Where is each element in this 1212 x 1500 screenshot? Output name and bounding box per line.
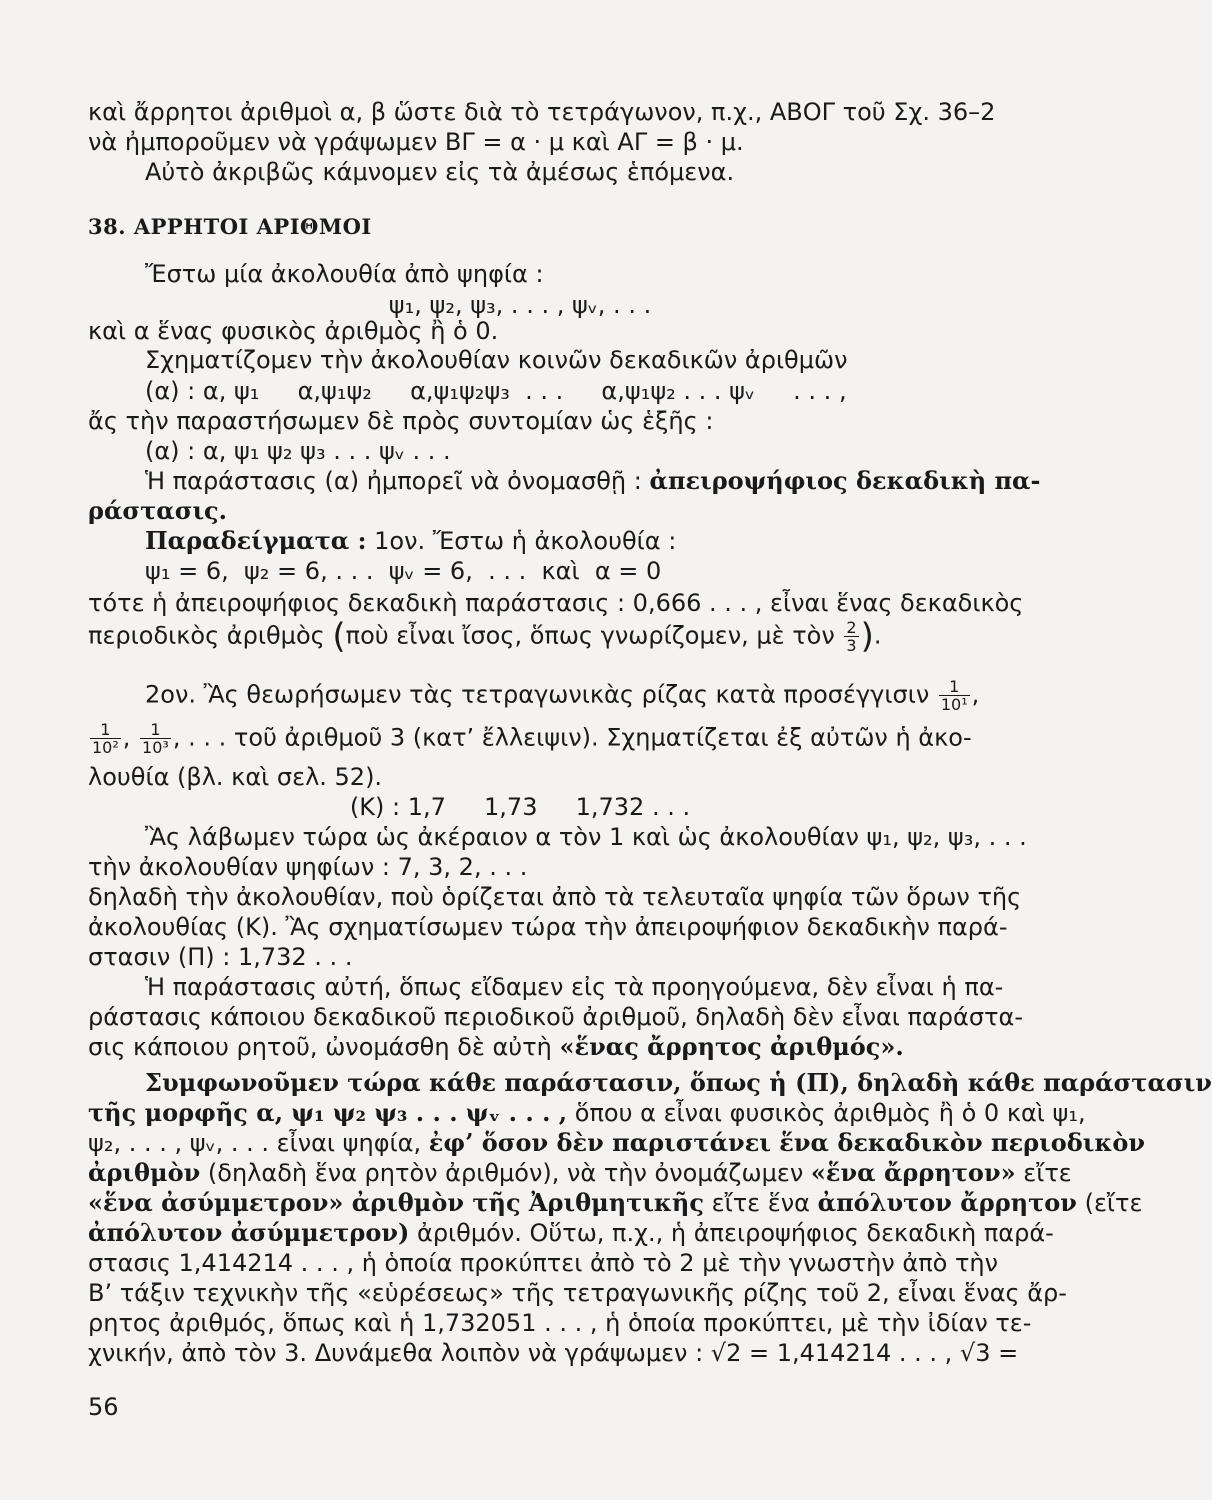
definition-line: Συμφωνοῦμεν τώρα κάθε παράστασιν, ὅπως ἡ (Π), δηλαδὴ κάθε παράστασιν [145, 1068, 1212, 1097]
text-line: 2ον. Ἂς θεωρήσωμεν τὰς τετραγωνικὰς ρίζας κατὰ προσέγγισιν $\frac{1}{\text{10¹}}$ , [145, 677, 980, 714]
text-line: τὴν ἀκολουθίαν ψηφίων : 7, 3, 2, . . . [88, 853, 528, 881]
text-line: χνικήν, ἀπὸ τὸν 3. Δυνάμεθα λοιπὸν νὰ γράψωμεν : √2 = 1,414214 . . . , √3 = [88, 1339, 1019, 1367]
term-bold: ἀριθμὸν [88, 1158, 201, 1187]
section-heading: 38. ΑΡΡΗΤΟΙ ΑΡΙΘΜΟΙ [88, 214, 372, 239]
paren-open: ( [332, 616, 346, 657]
text-span: (εἴτε [1084, 1189, 1143, 1217]
text-line: καὶ ἄρρητοι ἀριθμοὶ α, β ὥστε διὰ τὸ τετράγωνον, π.χ., ΑΒΟΓ τοῦ Σχ. 36–2 [88, 98, 996, 126]
text-span: (δηλαδὴ ἕνα ρητὸν ἀριθμόν), νὰ τὴν ὀνομάζωμεν [207, 1159, 804, 1187]
text-line: Ἡ παράστασις αὐτή, ὅπως εἴδαμεν εἰς τὰ προηγούμενα, δὲν εἶναι ἡ πα- [145, 973, 1004, 1001]
term-bold: «ἕνα ἀσύμμετρον» ἀριθμὸν τῆς Ἀριθμητικῆς [88, 1188, 704, 1217]
numerator: 1 [140, 721, 171, 739]
fraction [90, 721, 121, 756]
text-span: σις κάποιου ρητοῦ, ὠνομάσθη δὲ αὐτὴ [88, 1033, 552, 1061]
text-line: Σχηματίζομεν τὴν ἀκολουθίαν κοινῶν δεκαδικῶν ἀριθμῶν [145, 346, 848, 374]
text-line [88, 1128, 1146, 1158]
term-bold: «ἕνας ἄρρητος ἀριθμός». [559, 1032, 904, 1061]
text-span: περιοδικὸς ἀριθμὸς [88, 621, 325, 650]
term-bold: τῆς μορφῆς α, ψ₁ ψ₂ ψ₃ . . . ψᵥ . . . , [88, 1098, 568, 1127]
text-line: λουθία (βλ. καὶ σελ. 52). [88, 763, 383, 791]
formula-line: (α) : α, ψ₁ α,ψ₁ψ₂ α,ψ₁ψ₂ψ₃ . . . α,ψ₁ψ₂ . . . ψᵥ . . . , [145, 377, 847, 405]
fraction [140, 721, 171, 756]
text-span: 1ον. Ἔστω ἡ ἀκολουθία : [374, 527, 677, 555]
text-line: Ἂς λάβωμεν τώρα ὡς ἀκέραιον α τὸν 1 καὶ ὡς ἀκολουθίαν ψ₁, ψ₂, ψ₃, . . . [145, 823, 1027, 851]
text-line: ἀκολουθίας (Κ). Ἂς σχηματίσωμεν τώρα τὴν ἀπειροψήφιον δεκαδικὴν παρά- [88, 913, 1008, 941]
text-line [88, 1218, 1054, 1248]
denominator: 10² [92, 738, 119, 757]
denominator: 10³ [142, 738, 169, 757]
text-line: Αὐτὸ ἀκριβῶς κάμνομεν εἰς τὰ ἀμέσως ἑπόμενα. [145, 158, 735, 186]
text-line: ρητος ἀριθμός, ὅπως καὶ ἡ 1,732051 . . . , ἡ ὁποία προκύπτει, μὲ τὴν ἰδίαν τε- [88, 1309, 1032, 1337]
text-line: στασις 1,414214 . . . , ἡ ὁποία προκύπτει ἀπὸ τὸ 2 μὲ τὴν γνωστὴν ἀπὸ τὴν [88, 1249, 999, 1277]
term-bold: ἀπειροψήφιος δεκαδικὴ πα- [649, 466, 1041, 495]
text-line [88, 1188, 1143, 1218]
fraction [844, 619, 858, 654]
text-line [145, 466, 1041, 496]
text-line: στασιν (Π) : 1,732 . . . [88, 943, 353, 971]
text-span: εἴτε [1023, 1159, 1072, 1187]
term-bold: ἀπόλυτον ἀσύμμετρον) [88, 1218, 410, 1247]
denominator: 10¹ [940, 695, 968, 714]
text-line [88, 1098, 1086, 1128]
denominator: 3 [846, 636, 857, 655]
text-line: ἄς τὴν παραστήσωμεν δὲ πρὸς συντομίαν ὡς ἑξῆς : [88, 407, 714, 435]
term-bold: «ἕνα ἄρρητον» [810, 1158, 1016, 1187]
text-line: $\frac{1}{\text{10²}}$ , $\frac{1}{\text{10³}}$ , . . . τοῦ ἀριθμοῦ 3 (κατ’ ἔλλειψιν). Σχηματίζεται ἐξ αὐτῶν ἡ ἀκο- [92, 720, 972, 757]
examples-label: Παραδείγματα : [145, 526, 367, 555]
term-bold: ἐφ’ ὅσον δὲν παριστάνει ἕνα δεκαδικὸν περιοδικὸν [428, 1128, 1146, 1157]
text-line: δηλαδὴ τὴν ἀκολουθίαν, ποὺ ὁρίζεται ἀπὸ τὰ τελευταῖα ψηφία τῶν ὅρων τῆς [88, 883, 1022, 911]
numerator: 1 [90, 721, 121, 739]
text-line [145, 526, 952, 556]
text-span: εἴτε ἕνα [711, 1189, 810, 1217]
formula-line: (α) : α, ψ₁ ψ₂ ψ₃ . . . ψᵥ . . . [145, 437, 451, 465]
numerator: 1 [939, 678, 970, 696]
text-line: νὰ ἠμποροῦμεν νὰ γράψωμεν ΒΓ = α · μ καὶ ΑΓ = β · μ. [88, 128, 744, 156]
text-line: Ἔστω μία ἀκολουθία ἀπὸ ψηφία : [145, 260, 544, 288]
text-line: καὶ α ἕνας φυσικὸς ἀριθμὸς ἢ ὁ 0. [88, 317, 499, 345]
formula-line: ψ₁, ψ₂, ψ₃, . . . , ψᵥ, . . . [388, 291, 652, 319]
text-span: ψ₂, . . . , ψᵥ, . . . εἶναι ψηφία, [88, 1129, 422, 1157]
fraction [939, 678, 970, 713]
text-line [88, 1158, 1072, 1188]
text-span: . . . τοῦ ἀριθμοῦ 3 (κατ’ ἔλλειψιν). Σχηματίζεται ἐξ αὐτῶν ἡ ἀκο- [188, 723, 972, 752]
term-bold: ἀπόλυτον ἄρρητον [817, 1188, 1077, 1217]
numerator: 2 [846, 618, 857, 637]
text-line: τότε ἡ ἀπειροψήφιος δεκαδικὴ παράστασις : 0,666 . . . , εἶναι ἕνας δεκαδικὸς [88, 589, 1024, 617]
formula-line: (Κ) : 1,7 1,73 1,732 . . . [349, 793, 691, 821]
text-span: ὅπου α εἶναι φυσικὸς ἀριθμὸς ἢ ὁ 0 καὶ ψ₁, [574, 1099, 1086, 1127]
text-span: ἀριθμόν. Οὕτω, π.χ., ἡ ἀπειροψήφιος δεκαδικὴ παρά- [417, 1219, 1054, 1247]
text-line: Β’ τάξιν τεχνικὴν τῆς «εὑρέσεως» τῆς τετραγωνικῆς ρίζης τοῦ 2, εἶναι ἕνας ἄρ- [88, 1279, 1067, 1307]
page-number: 56 [88, 1393, 119, 1421]
text-line: ράστασις κάποιου δεκαδικοῦ περιοδικοῦ ἀριθμοῦ, δηλαδὴ δὲν εἶναι παράστα- [88, 1003, 1024, 1031]
term-bold: ράστασις. [88, 496, 228, 525]
text-line [88, 1032, 952, 1062]
text-span: Ἡ παράστασις (α) ἠμπορεῖ νὰ ὀνομασθῇ : [145, 467, 642, 495]
text-span: ποὺ εἶναι ἴσος, ὅπως γνωρίζομεν, μὲ τὸν [345, 621, 835, 650]
formula-line: ψ₁ = 6, ψ₂ = 6, . . . ψᵥ = 6, . . . καὶ α = 0 [145, 557, 662, 585]
paren-close: ) [860, 616, 874, 657]
text-line: περιοδικὸς ἀριθμὸς (ποὺ εἶναι ἴσος, ὅπως γνωρίζομεν, μὲ τὸν $\frac{2}{3}$ ). [88, 616, 882, 657]
text-span: 2ον. Ἂς θεωρήσωμεν τὰς τετραγωνικὰς ρίζας κατὰ προσέγγισιν [145, 680, 930, 709]
